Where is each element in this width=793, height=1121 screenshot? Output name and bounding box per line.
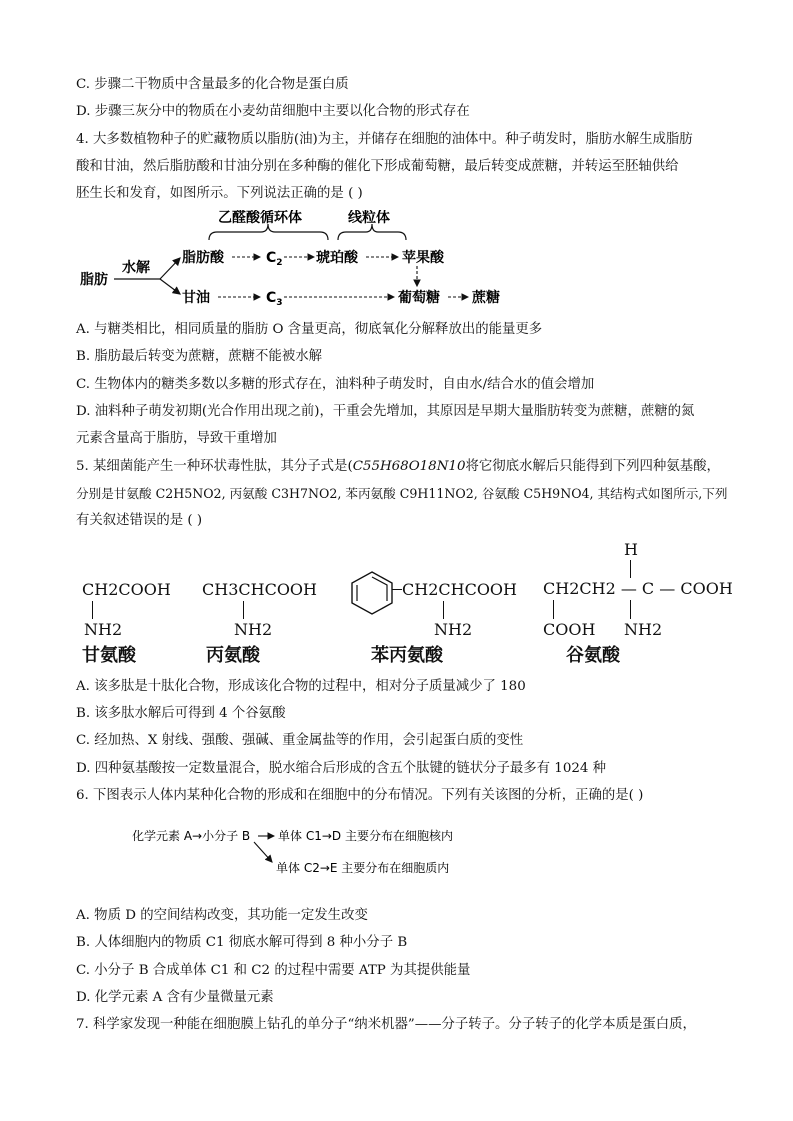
q5-stem-text-a: 5. 某细菌能产生一种环状毒性肽，其分子式是(	[76, 459, 353, 474]
q6-option-c: C. 小分子 B 合成单体 C1 和 C2 的过程中需要 ATP 为其提供能量	[76, 963, 471, 978]
q6-option-b: B. 人体细胞内的物质 C1 彻底水解可得到 8 种小分子 B	[76, 935, 408, 950]
q4-option-c: C. 生物体内的糖类多数以多糖的形式存在，油料种子萌发时，自由水/结合水的值会增加	[76, 377, 595, 392]
q6-stem: 6. 下图表示人体内某种化合物的形成和在细胞中的分布情况。下列有关该图的分析，正确的是( )	[76, 788, 644, 803]
q4-option-d-line2: 元素含量高于脂肪，导致干重增加	[76, 431, 277, 446]
phenylalanine-top: CH2CHCOOH	[402, 580, 517, 599]
alanine-amine: NH2	[234, 620, 273, 639]
glutamate-name: 谷氨酸	[566, 645, 620, 666]
q7-stem-line1: 7. 科学家发现一种能在细胞膜上钻孔的单分子“纳米机器”——分子转子。分子转子的化学本质是蛋白质，	[76, 1017, 696, 1032]
fat-conversion-diagram	[76, 210, 536, 310]
elements-label: 化学元素 A→小分子 B	[132, 829, 251, 843]
q5-stem-line2: 分别是甘氨酸 C2H5NO2, 丙氨酸 C3H7NO2, 苯丙氨酸 C9H11NO2, 谷氨酸 C5H9NO4, 其结构式如图所示,下列	[76, 486, 728, 501]
glutamate-amine: NH2	[624, 620, 663, 639]
q5-option-b: B. 该多肽水解后可得到 4 个谷氨酸	[76, 706, 286, 721]
glycine-name: 甘氨酸	[82, 645, 136, 666]
phe-bond	[443, 601, 444, 619]
compound-distribution-diagram	[130, 822, 470, 878]
phenylalanine-name: 苯丙氨酸	[371, 645, 443, 666]
glycerol-label: 甘油	[182, 290, 210, 306]
glu-right-bond	[630, 600, 631, 619]
phenylalanine-amine: NH2	[434, 620, 473, 639]
succinic-acid-label: 琥珀酸	[316, 250, 358, 266]
mitochondria-label: 线粒体	[348, 210, 390, 226]
q4-stem-line1: 4. 大多数植物种子的贮藏物质以脂肪(油)为主，并储存在细胞的油体中。种子萌发时，脂肪水解生成脂肪	[76, 132, 693, 147]
alanine-bond	[243, 601, 244, 619]
malic-acid-label: 苹果酸	[402, 250, 444, 266]
q5-option-c: C. 经加热、X 射线、强酸、强碱、重金属盐等的作用，会引起蛋白质的变性	[76, 733, 524, 748]
q5-stem-line3: 有关叙述错误的是 ( )	[76, 513, 203, 528]
q4-option-d-line1: D. 油料种子萌发初期(光合作用出现之前)，干重会先增加，其原因是早期大量脂肪转变为蔗糖，蔗糖的氮	[76, 404, 695, 419]
glu-left-bond	[553, 600, 554, 619]
c2-label: $C_2$	[266, 250, 283, 268]
glycine-top: CH2COOH	[82, 580, 171, 599]
glycine-amine: NH2	[84, 620, 123, 639]
q6-option-d: D. 化学元素 A 含有少量微量元素	[76, 990, 274, 1005]
benzene-ring	[348, 570, 396, 616]
q5-stem-text-b: 将它彻底水解后只能得到下列四种氨基酸，	[465, 459, 720, 474]
sucrose-label: 蔗糖	[472, 290, 500, 306]
q5-stem-line1	[76, 457, 726, 477]
q4-option-b: B. 脂肪最后转变为蔗糖，蔗糖不能被水解	[76, 349, 322, 364]
glutamate-h: H	[624, 540, 638, 559]
glucose-label: 葡萄糖	[398, 290, 440, 306]
glutamate-side-cooh: COOH	[543, 620, 596, 639]
glu-h-bond	[630, 560, 631, 578]
fat-label: 脂肪	[80, 272, 108, 288]
q6-option-a: A. 物质 D 的空间结构改变，其功能一定发生改变	[76, 908, 368, 923]
q5-option-a: A. 该多肽是十肽化合物，形成该化合物的过程中，相对分子质量减少了 180	[76, 679, 526, 694]
alanine-name: 丙氨酸	[206, 645, 260, 666]
peptide-formula: C55H68O18N10	[352, 459, 466, 474]
q4-stem-line3: 胚生长和发育，如图所示。下列说法正确的是 ( )	[76, 186, 363, 201]
glutamate-top: CH2CH2 — C — COOH	[543, 579, 733, 598]
phe-ring-bond	[392, 589, 402, 590]
glycine-bond	[92, 601, 93, 619]
fatty-acid-label: 脂肪酸	[182, 250, 224, 266]
glyoxysome-label: 乙醛酸循环体	[218, 210, 302, 226]
c3-label: $C_3$	[266, 290, 283, 308]
q4-option-a: A. 与糖类相比，相同质量的脂肪 O 含量更高，彻底氧化分解释放出的能量更多	[76, 322, 543, 337]
q3-option-c: C. 步骤二干物质中含量最多的化合物是蛋白质	[76, 77, 349, 92]
q4-stem-line2: 酸和甘油，然后脂肪酸和甘油分别在多种酶的催化下形成葡萄糖，最后转变成蔗糖，并转运至胚轴供给	[76, 159, 679, 174]
alanine-top: CH3CHCOOH	[202, 580, 317, 599]
q5-option-d: D. 四种氨基酸按一定数量混合，脱水缩合后形成的含五个肽键的链状分子最多有 1024 种	[76, 761, 607, 776]
q3-option-d: D. 步骤三灰分中的物质在小麦幼苗细胞中主要以化合物的形式存在	[76, 104, 470, 119]
hydrolysis-label: 水解	[122, 260, 150, 276]
monomer-c2-label: 单体 C2→E 主要分布在细胞质内	[276, 861, 450, 875]
monomer-c1-label: 单体 C1→D 主要分布在细胞核内	[278, 829, 453, 843]
